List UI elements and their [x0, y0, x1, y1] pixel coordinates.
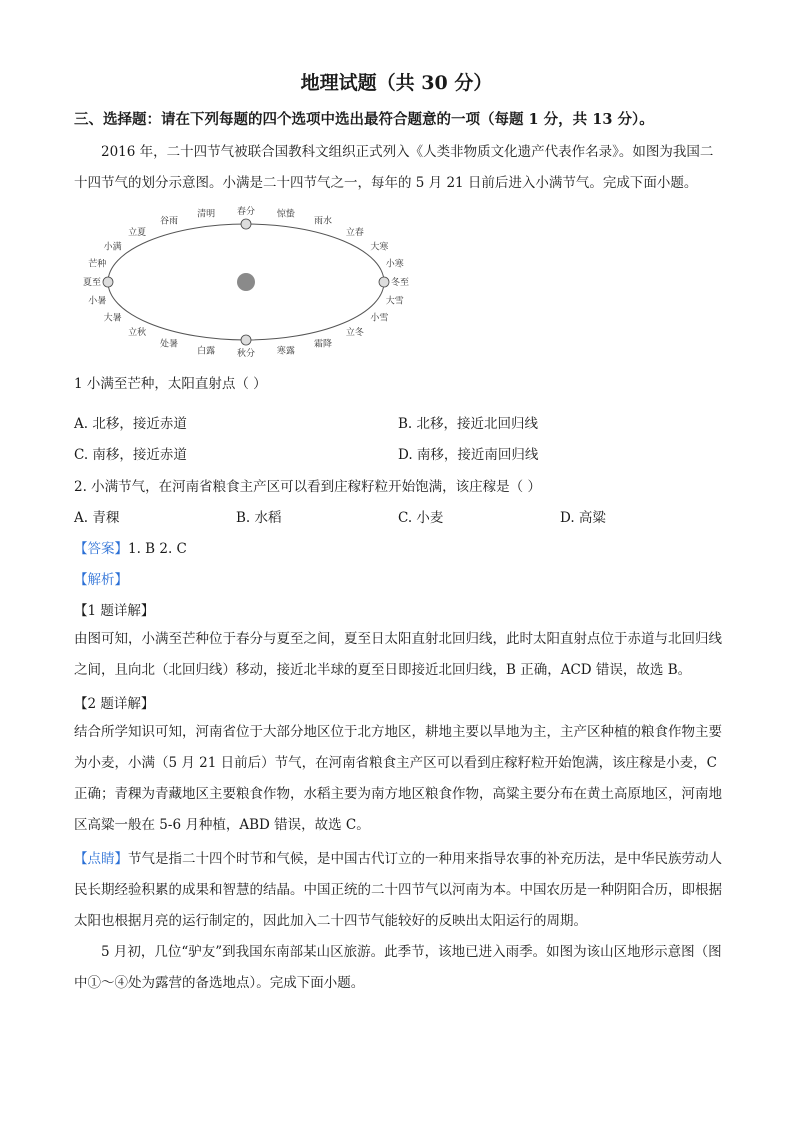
solar-term-label: 立春 — [345, 227, 364, 238]
solar-term-label: 大寒 — [370, 242, 389, 253]
q1-option-a: A. 北移，接近赤道 — [74, 416, 187, 432]
detail2-label: 【2 题详解】 — [74, 696, 155, 712]
answer-label: 【答案】 — [74, 541, 128, 557]
solar-term-label: 雨水 — [313, 216, 333, 227]
note-text: 节气是指二十四个时节和气候，是中国古代订立的一种用来指导农事的补充历法，是中华民族劳动人民长期经验积累的成果和智慧的结晶。中国正统的二十四节气以河南为本。中国农历是一种阴阳合历，即根据太阳也根据月亮的运行制定的，因此加入二十四节气能较好的反映出太阳运行的周期。 — [74, 851, 722, 929]
solar-term-label: 谷雨 — [159, 216, 179, 227]
solar-term-label: 白露 — [197, 346, 216, 357]
solar-term-label: 冬至 — [390, 278, 410, 288]
solar-term-label: 小满 — [103, 242, 122, 253]
solar-term-label: 芒种 — [88, 259, 107, 270]
detail1-label: 【1 题详解】 — [74, 603, 155, 619]
solar-term-label: 小雪 — [370, 313, 389, 324]
solar-term-label: 霜降 — [313, 339, 333, 350]
solar-term-label: 立秋 — [128, 328, 147, 339]
solar-term-label: 处暑 — [159, 339, 179, 350]
intro-paragraph: 2016 年，二十四节气被联合国教科文组织正式列入《人类非物质文化遗产代表作名录》。如图为我国二十四节气的划分示意图。小满是二十四节气之一，每年的 5 月 21 日前后进入小满节气。完成下面小题。 — [74, 144, 714, 191]
solar-term-label: 惊蛰 — [276, 209, 295, 220]
solar-term-label: 大雪 — [385, 296, 404, 307]
q1-option-d: D. 南移，接近南回归线 — [398, 447, 539, 463]
earth-icon-autumn — [241, 335, 251, 345]
note-paragraph — [74, 844, 724, 937]
solar-term-label: 清明 — [197, 209, 216, 220]
solar-term-label: 立冬 — [345, 328, 364, 339]
q2-stem: 2. 小满节气，在河南省粮食主产区可以看到庄稼籽粒开始饱满，该庄稼是（ ） — [74, 479, 541, 495]
q1-option-b: B. 北移，接近北回归线 — [398, 416, 539, 432]
section-heading: 三、选择题：请在下列每题的四个选项中选出最符合题意的一项（每题 1 分，共 13 分）。 — [74, 111, 654, 128]
sun-icon — [237, 273, 255, 291]
q1-stem: 1 小满至芒种，太阳直射点（ ） — [74, 376, 267, 392]
q2-option-b: B. 水稻 — [236, 510, 282, 526]
q2-option-d: D. 高粱 — [560, 510, 606, 526]
q2-option-a: A. 青稞 — [74, 510, 120, 526]
analysis-label: 【解析】 — [74, 572, 128, 588]
earth-icon-winter — [379, 277, 389, 287]
page-title: 地理试题（共 30 分） — [300, 72, 493, 94]
earth-icon-summer — [103, 277, 113, 287]
detail1-text: 由图可知，小满至芒种位于春分与夏至之间，夏至日太阳直射北回归线，此时太阳直射点位于赤道与北回归线之间，且向北（北回归线）移动，接近北半球的夏至日即接近北回归线，B 正确，ACD 错误，故选 B。 — [74, 631, 722, 678]
solar-term-label: 小寒 — [385, 259, 404, 270]
answer-line — [74, 537, 187, 557]
earth-icon-spring — [241, 219, 251, 229]
next-paragraph: 5 月初，几位“驴友”到我国东南部某山区旅游。此季节，该地已进入雨季。如图为该山区地形示意图（图中①～④处为露营的备选地点）。完成下面小题。 — [74, 944, 722, 991]
solar-term-label: 春分 — [236, 207, 256, 217]
note-label: 【点睛】 — [74, 851, 128, 867]
q1-option-c: C. 南移，接近赤道 — [74, 447, 187, 463]
solar-term-label: 小暑 — [88, 296, 107, 307]
solar-term-label: 寒露 — [276, 346, 295, 357]
solar-term-label: 立夏 — [128, 227, 147, 238]
detail2-text: 结合所学知识可知，河南省位于大部分地区位于北方地区，耕地主要以旱地为主，主产区种植的粮食作物主要为小麦，小满（5 月 21 日前后）节气，在河南省粮食主产区可以看到庄稼籽粒开始饱满，该庄稼是小麦，C 正确；青稞为青藏地区主要粮食作物，水稻主要为南方地区粮食作物，高粱主要分布在黄土高原地区，河南地区高粱一般在 5-6 月种植，ABD 错误，故选 C。 — [74, 724, 722, 833]
solar-terms-diagram — [76, 197, 410, 362]
solar-term-label: 秋分 — [236, 349, 256, 359]
solar-term-label: 夏至 — [82, 278, 102, 288]
q2-option-c: C. 小麦 — [398, 510, 444, 526]
answer-text: 1. B 2. C — [128, 541, 187, 557]
solar-term-label: 大暑 — [103, 313, 122, 324]
